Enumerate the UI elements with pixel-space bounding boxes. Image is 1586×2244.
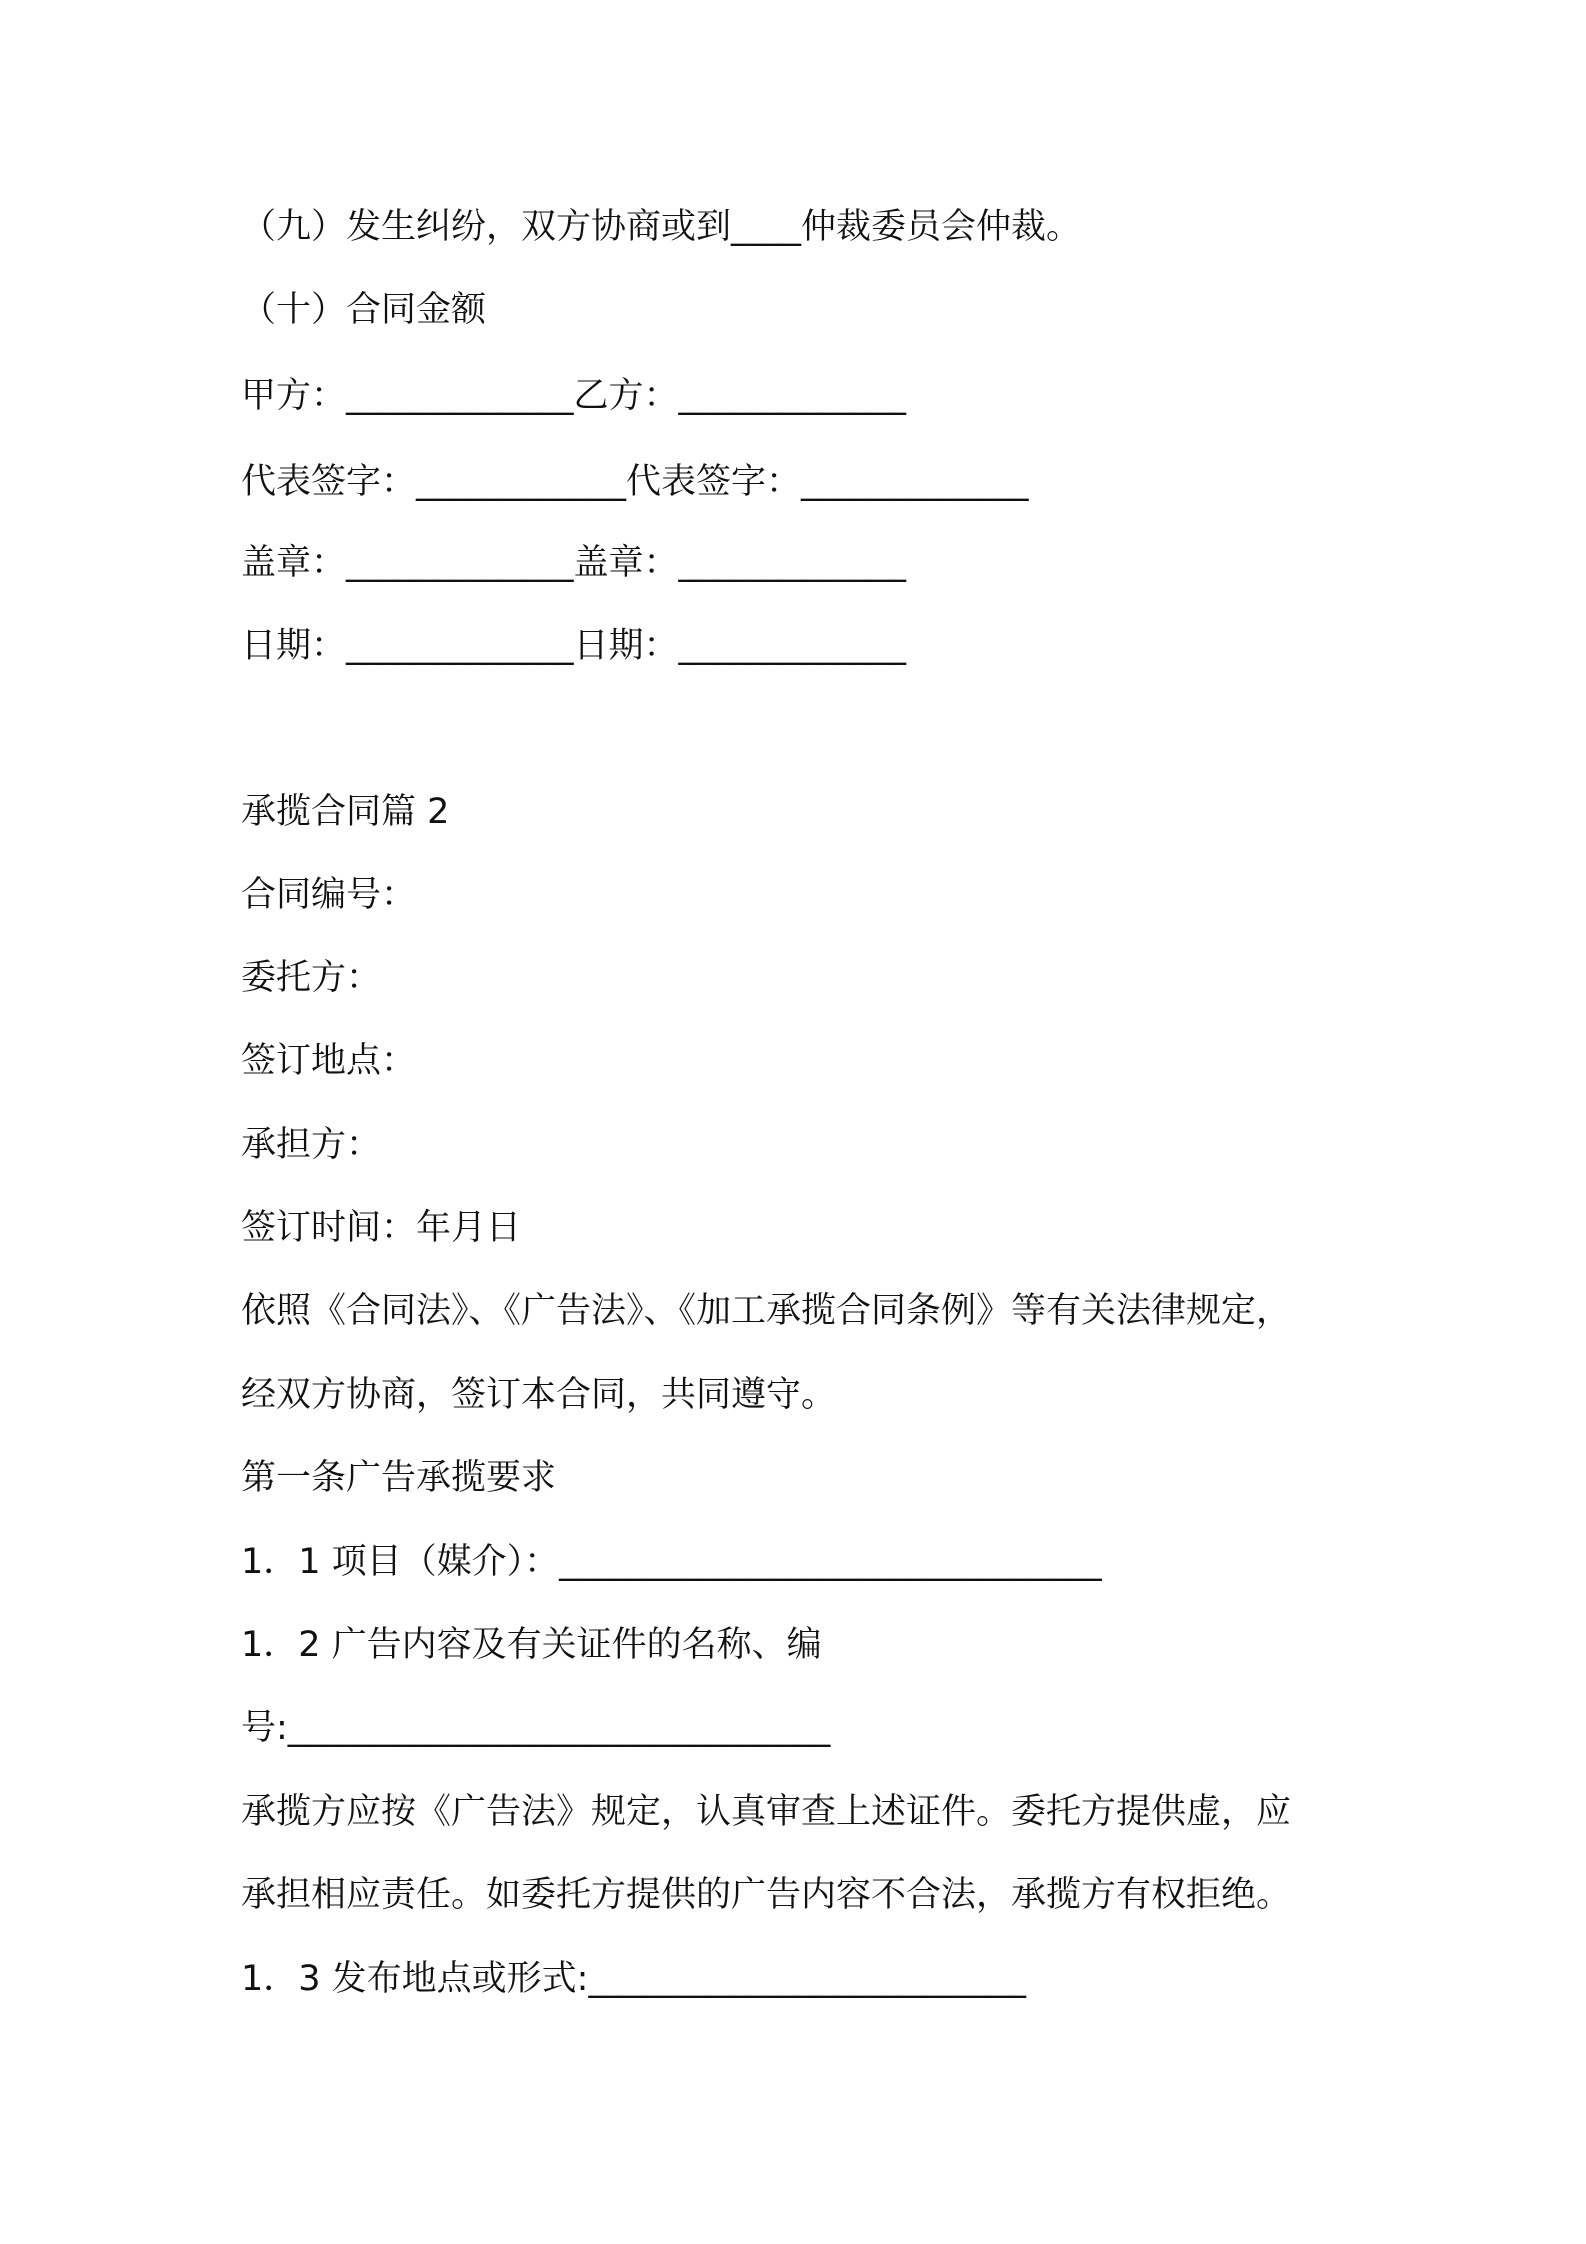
preamble-line-2: 经双方协商，签订本合同，共同遵守。	[241, 1375, 837, 1415]
clause-10-amount: （十）合同金额	[241, 290, 487, 330]
contract-number-field: 合同编号：	[241, 875, 417, 915]
contractor-field: 承担方：	[241, 1125, 382, 1165]
date-line: 日期：_____________日期：_____________	[241, 626, 907, 666]
preamble-line-1: 依照《合同法》、《广告法》、《加工承揽合同条例》等有关法律规定，	[241, 1291, 1292, 1331]
article-1-heading: 第一条广告承揽要求	[241, 1458, 557, 1498]
item-1-3: 1．3 发布地点或形式:_________________________	[241, 1959, 1026, 1999]
item-1-2-line-2: 号:_______________________________	[241, 1708, 831, 1748]
seal-line: 盖章：_____________盖章：_____________	[241, 543, 907, 583]
review-paragraph-line-2: 承担相应责任。如委托方提供的广告内容不合法，承揽方有权拒绝。	[241, 1875, 1292, 1915]
representative-sign-line: 代表签字：____________代表签字：_____________	[241, 462, 1029, 502]
signing-date-field: 签订时间：年月日	[241, 1208, 522, 1248]
party-a-b-line: 甲方：_____________乙方：_____________	[241, 376, 907, 416]
review-paragraph-line-1: 承揽方应按《广告法》规定，认真审查上述证件。委托方提供虚，应	[241, 1792, 1292, 1832]
clause-9-dispute: （九）发生纠纷，双方协商或到____仲裁委员会仲裁。	[241, 207, 1082, 247]
item-1-1: 1．1 项目（媒介）：_______________________________	[241, 1542, 1102, 1582]
item-1-2-line-1: 1．2 广告内容及有关证件的名称、编	[241, 1625, 822, 1665]
client-field: 委托方：	[241, 958, 382, 998]
section-title: 承揽合同篇 2	[241, 792, 450, 832]
signing-place-field: 签订地点：	[241, 1041, 417, 1081]
